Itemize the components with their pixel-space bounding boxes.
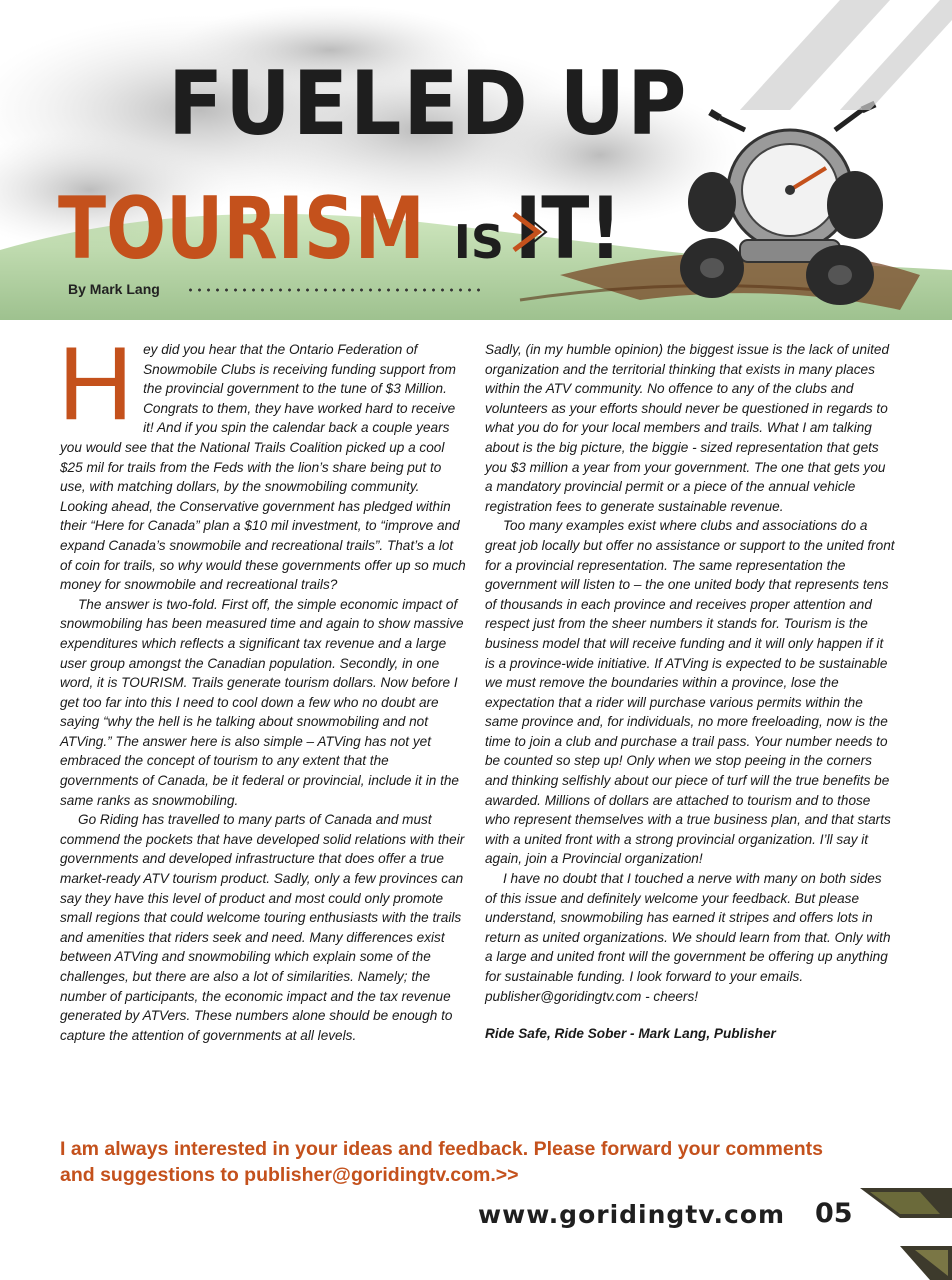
headline-word-tourism: TOURISM [58,179,425,279]
corner-camo-decoration [860,1188,952,1280]
feedback-callout: I am always interested in your ideas and feedback. Please forward your comments and suggestions to publisher@goridingtv.com.>> [60,1138,823,1186]
article-column-1 [58,326,466,1045]
byline: By Mark Lang [68,281,160,297]
paragraph: The answer is two-fold. First off, the simple economic impact of snowmobiling has been measured time and again to show massive expenditures which reflects a significant tax revenue and a large user group amongst the Canadian population. Secondly, in one word, it is TOURISM. Trails generate tourism dollars. Now before I get too far into this I need to cool down a few who no doubt are saying “why the hell is he talking about snowmobiling and not ATVing.” The answer here is also simple – ATVing has not yet embraced the concept of tourism to any extent that the governments of Canada, be it federal or provincial, include it in the same ranks as snowmobiling. [60,596,464,808]
byline-dotted-rule [186,288,486,292]
paragraph: Too many examples exist where clubs and associations do a great job locally but offer no assistance or support to the united front for a provincial representation. The same representation the government will listen to – the one united body that represents tens of thousands in each province and receives proper attention and respect just from the sheer numbers it stands for. Tourism is the business model that will receive funding and it will only happen if it is a province-wide initiative. If ATVing is expected to be sustainable we must remove the boundaries within a province, lose the expectation that a rider will purchase various permits within the same province and, for individuals, no more freeloading, now is the time to join a club and purchase a trail pass. Your number needs to be counted so step up! Only when we stop peeing in the corners and thinking selfishly about our piece of turf will the true benefits be awarded. Millions of dollars are attached to tourism and to those who represent themselves with a true business plan, and that starts with a united front with a strong provincial organization. I’ll say it again, join a Provincial organization! [485,518,895,867]
headline-word-it: IT! [514,179,622,279]
drop-cap: H [58,326,134,442]
signoff: Ride Safe, Ride Sober - Mark Lang, Publisher [485,1026,776,1042]
headline-tourism-is-it [58,179,644,279]
footer-website-link[interactable]: www.goridingtv.com [478,1200,786,1229]
article-column-2 [485,340,895,1044]
headline-word-is: IS [453,215,505,269]
paragraph: I have no doubt that I touched a nerve with many on both sides of this issue and definitely welcome your feedback. But please understand, snowmobiling has earned it stripes and offers lots in return as united organizations. We should learn from that. Only with a large and united front will the government be offering up anything for sustainable funding. I look forward to your emails. publisher@goridingtv.com - cheers! [485,871,891,1004]
page-number: 05 [815,1198,853,1229]
chevron-right-icon [508,210,548,254]
paragraph: ey did you hear that the Ontario Federation of Snowmobile Clubs is receiving funding support from the provincial government to the tune of $3 Million. Congrats to them, they have worked hard to receive it! And if you spin the calendar back a couple years you would see that the National Trails Coalition picked up a cool $25 mil for trails from the Feds with the lion’s share being put to use, with matching dollars, by the snowmobiling community. Looking ahead, the Conservative government has pledged within their “Here for Canada” plan a $10 mil investment, to “improve and expand Canada’s snowmobile and recreational trails”. That’s a lot of coin for trails, so why would these governments offer up so much money for snowmobile and recreational trails? [60,342,466,593]
paragraph: Go Riding has travelled to many parts of Canada and must commend the pockets that have developed solid relations with their governments and developed infrastructure that does offer a true market-ready ATV tourism product. Sadly, only a few provinces can say they have this level of product and most could only promote small regions that could welcome touring enthusiasts with the trails and amenities that riders seek and need. Many differences exist between ATVing and snowmobiling which explain some of the challenges, but there are also a lot of similarities. Namely; the number of participants, the economic impact and the tax revenue generated by ATVers. These numbers alone should be enough to capture the attention of governments at all levels. [60,812,465,1043]
paragraph: Sadly, (in my humble opinion) the biggest issue is the lack of united organization and the territorial thinking that exists in many places within the ATV community. No offence to any of the clubs and volunteers as your efforts should never be questioned in regards to what you do for your local members and trails. What I am talking about is the big picture, the biggie - sized representation that gets you $3 million a year from your government. The one that gets you a mandatory provincial permit or a piece of the annual vehicle registration fees to generate sustainable revenue. [485,342,890,514]
headline-fueled-up: FUELED UP [168,52,689,155]
corner-stripes [660,0,952,110]
